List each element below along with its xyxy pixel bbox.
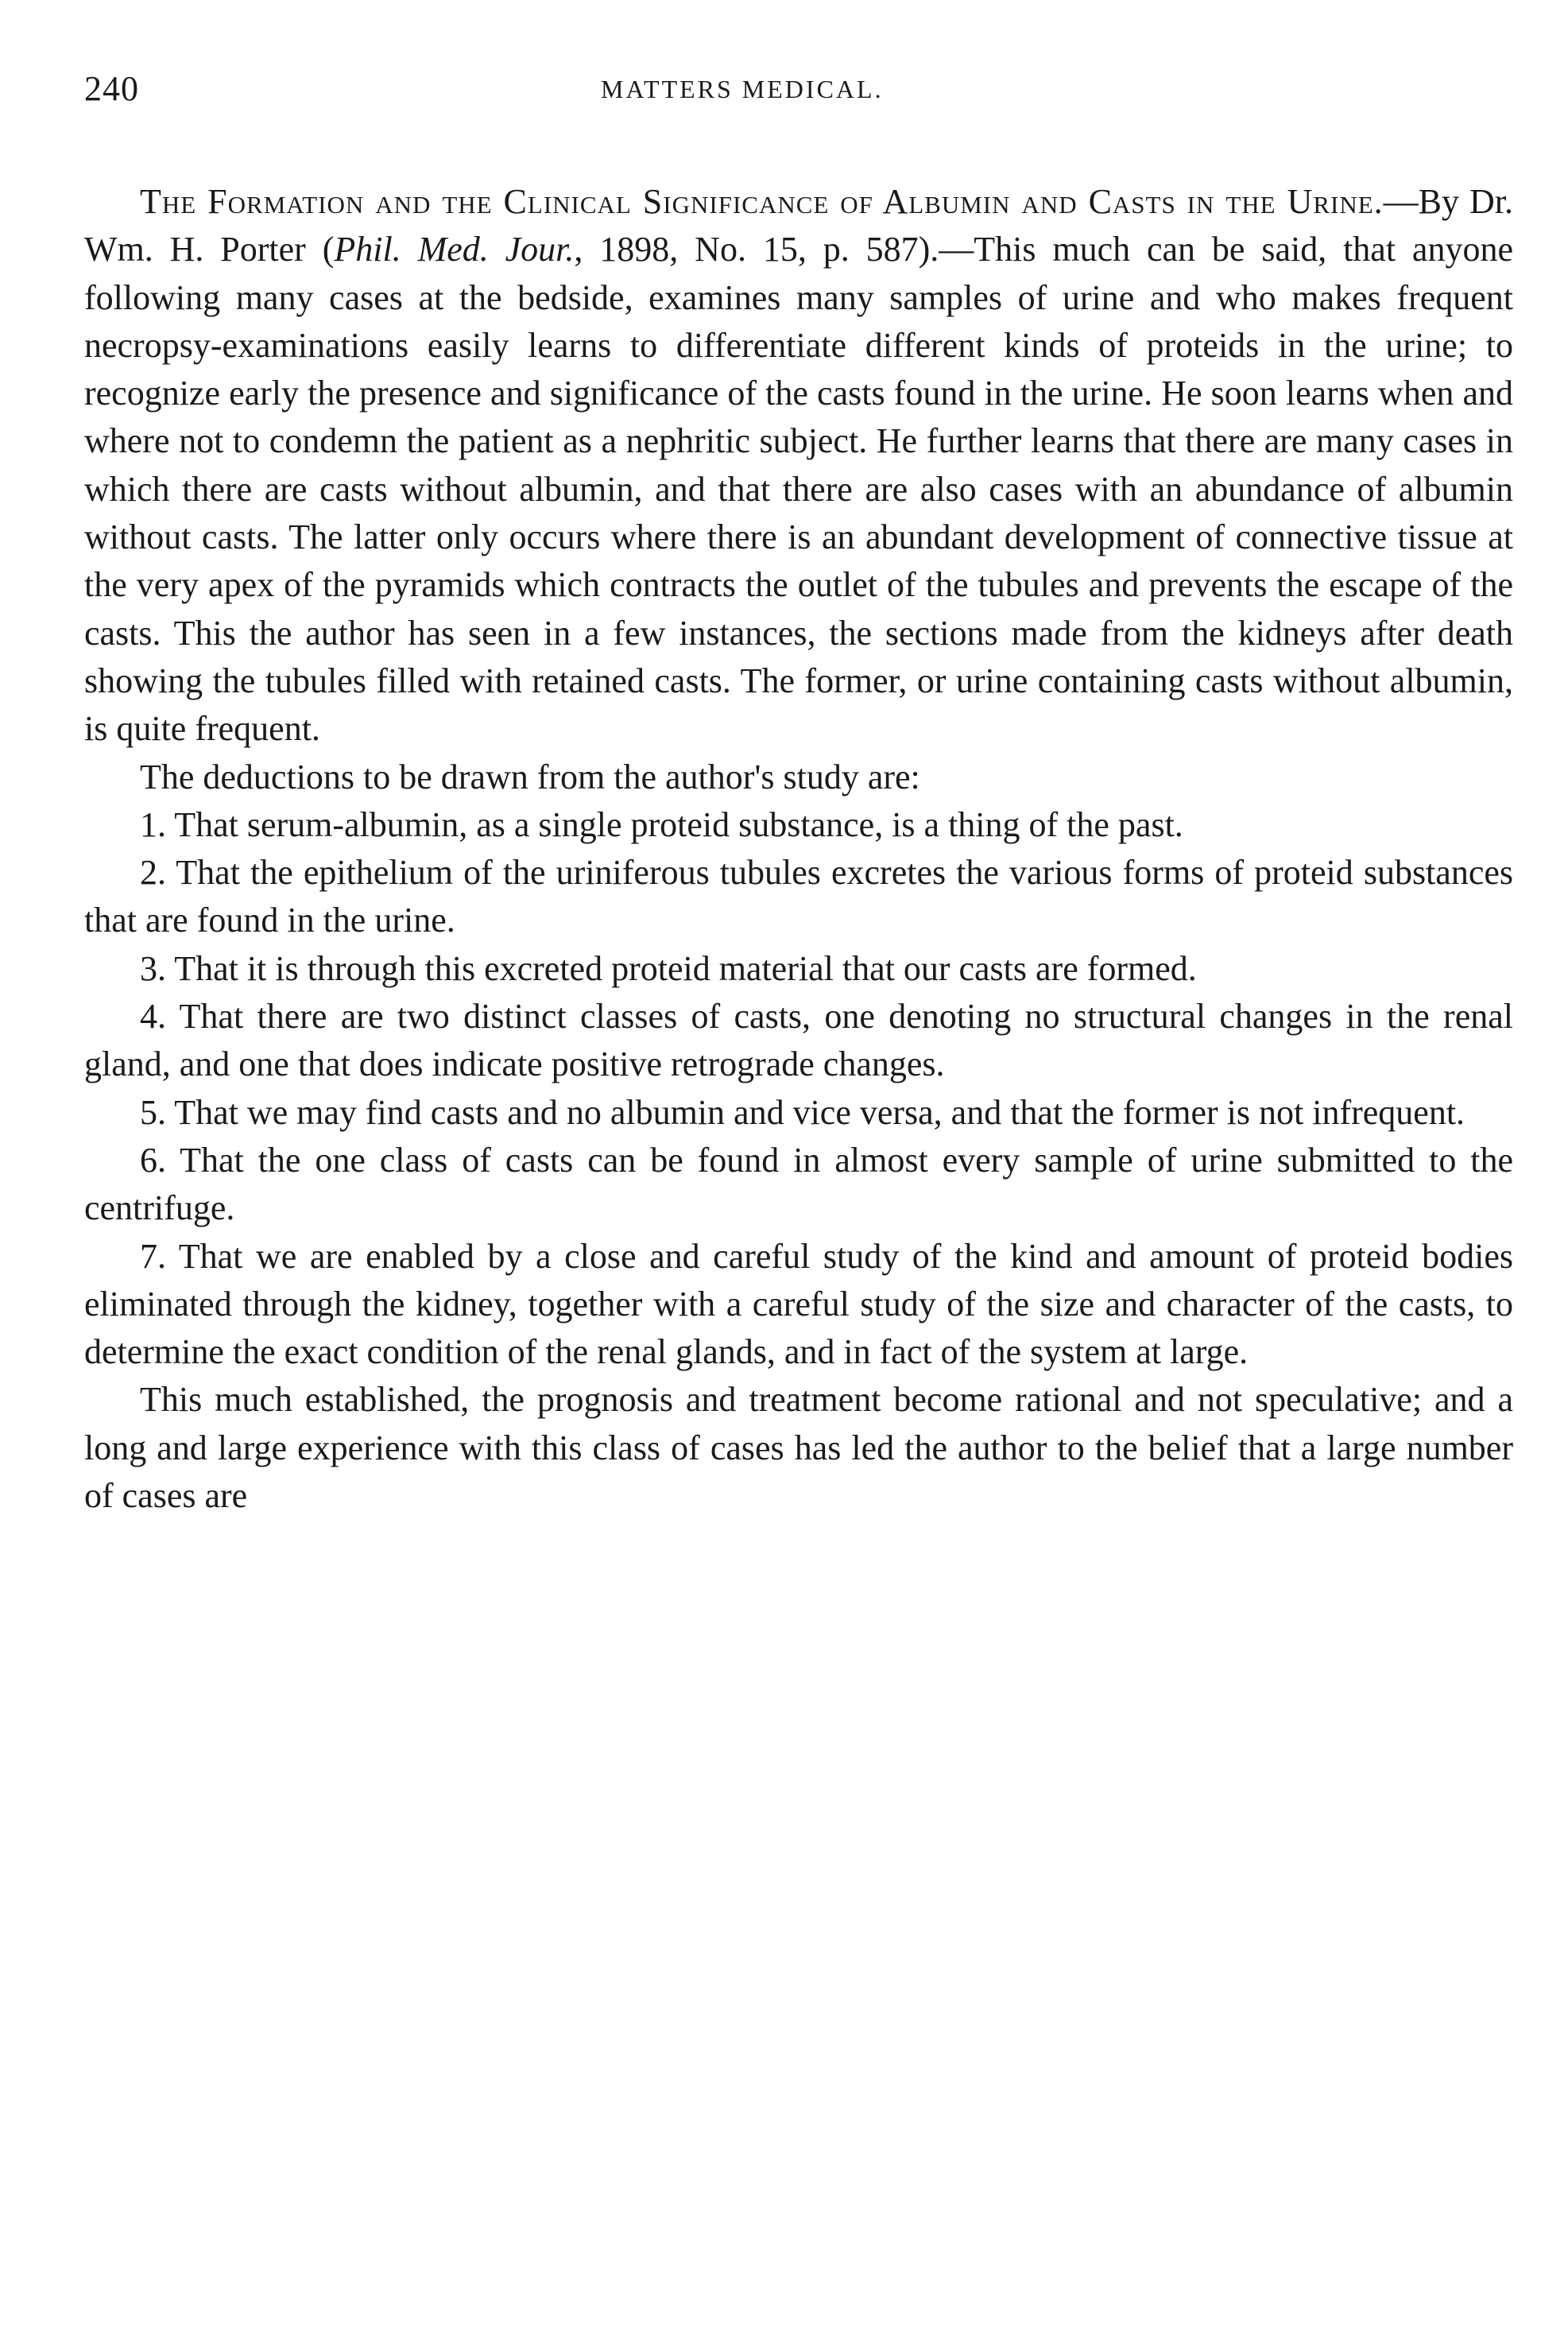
- running-head: [84, 64, 1513, 127]
- running-title: MATTERS MEDICAL.: [601, 75, 884, 103]
- deduction-item: 2. That the epithelium of the uriniferous tubules excretes the various forms of proteid substances that are found in the urine.: [84, 853, 1513, 940]
- citation-journal: Phil. Med. Jour.: [334, 230, 575, 269]
- deduction-item: 4. That there are two distinct classes of casts, one denoting no structural changes in the renal gland, and one that does indicate positive retrograde changes.: [84, 997, 1513, 1084]
- article-body: [84, 178, 1513, 1520]
- deduction-item: 3. That it is through this excreted proteid material that our casts are formed.: [140, 948, 1197, 988]
- deduction-item: 1. That serum-albumin, as a single proteid substance, is a thing of the past.: [140, 804, 1183, 844]
- article-opening-paragraph: [84, 178, 1513, 754]
- deduction-item: 7. That we are enabled by a close and careful study of the kind and amount of proteid bodies eliminated through the kidney, together with a careful study of the size and character of the casts, to determine the exact condition of the renal glands, and in fact of the system at large.: [84, 1236, 1513, 1372]
- deductions-intro: The deductions to be drawn from the author's study are:: [140, 757, 920, 796]
- document-page: [84, 64, 1513, 1520]
- closing-paragraph: This much established, the prognosis and treatment become rational and not speculative; and a long and large experience with this class of cases has led the author to the belief that a large number of cases are: [84, 1380, 1513, 1516]
- page-number: 240: [84, 69, 139, 108]
- article-title: The Formation and the Clinical Significance of Albumin and Casts in the Urine.: [140, 182, 1384, 221]
- deduction-item: 6. That the one class of casts can be found in almost every sample of urine submitted to the centrifuge.: [84, 1140, 1513, 1228]
- article-paragraph-text: —This much can be said, that anyone following many cases at the bedside, examines many samples of urine and who makes frequent necropsy-examinations easily learns to differentiate different kinds of proteids in the urine; to recognize early the presence and significance of the casts found in the urine. He soon learns when and where not to condemn the patient as a nephritic subject. He further learns that there are many cases in which there are casts without albumin, and that there are also cases with an abundance of albumin without casts. The latter only occurs where there is an abundant development of connective tissue at the very apex of the pyramids which contracts the outlet of the tubules and prevents the escape of the casts. This the author has seen in a few instances, the sections made from the kidneys after death showing the tubules filled with retained casts. The former, or urine containing casts without albumin, is quite frequent.: [84, 230, 1513, 749]
- article-author: —By Dr. Wm. H. Porter (: [84, 182, 1513, 269]
- citation-details: , 1898, No. 15, p. 587).: [574, 230, 939, 269]
- deduction-item: 5. That we may find casts and no albumin and vice versa, and that the former is not infrequent.: [140, 1092, 1465, 1132]
